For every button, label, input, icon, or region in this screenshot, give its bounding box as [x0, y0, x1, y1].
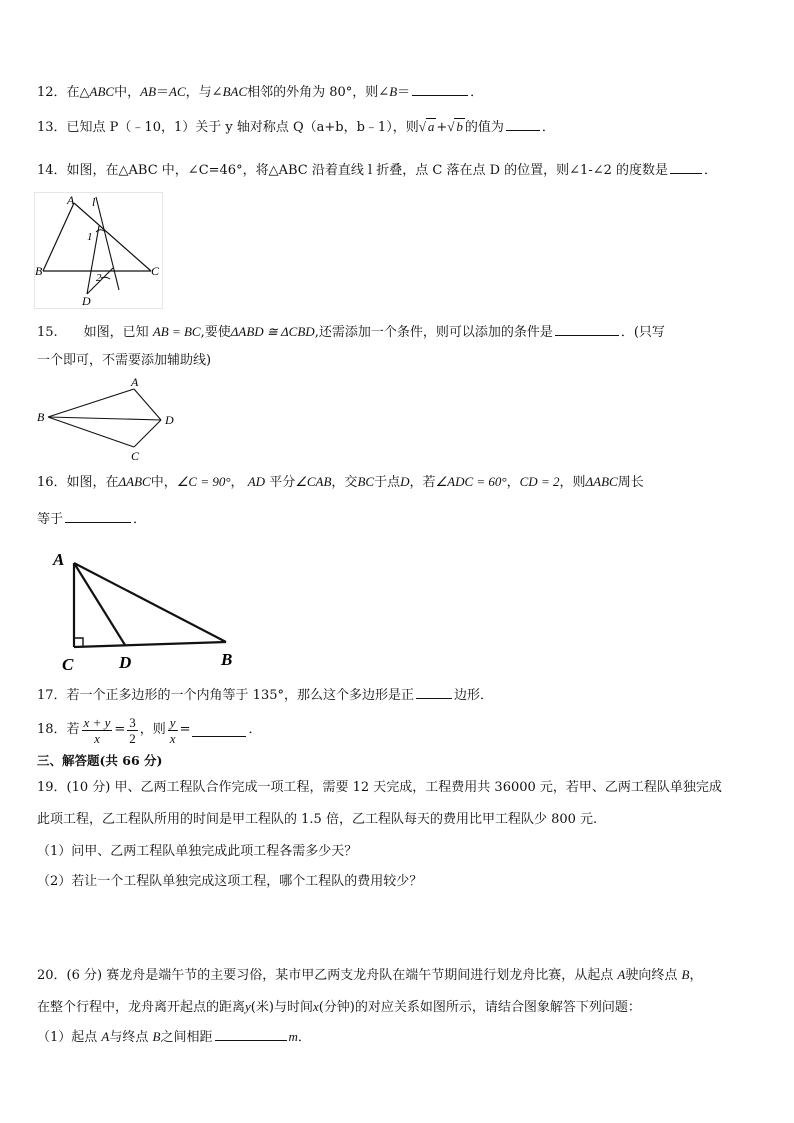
q15-text: 15. 如图，已知 — [37, 325, 149, 340]
question-13 — [37, 118, 555, 137]
answer-blank[interactable] — [506, 118, 540, 131]
q18-text-2: ，则 — [139, 722, 166, 737]
q16-text-2: 中， — [150, 475, 177, 490]
q12-eq1: ＝ — [156, 85, 170, 100]
q20-y: y — [245, 999, 251, 1014]
figure-border — [35, 193, 163, 309]
label-a: A — [131, 375, 139, 389]
q20-end: ． — [297, 1030, 311, 1045]
sqrt-b-radicand: b — [456, 119, 463, 134]
q17-text: 17．若一个正多边形的一个内角等于 135°，那么这个多边形是正 — [37, 688, 414, 703]
label-angle-1: 1 — [87, 231, 93, 243]
q16-d: D — [400, 474, 410, 489]
figure-15 — [34, 375, 184, 465]
q12-bac: BAC — [222, 84, 248, 99]
side-ab — [74, 563, 226, 642]
q16-text-8: ， — [506, 475, 520, 490]
question-16-line-2 — [37, 510, 146, 529]
question-20-part-1 — [37, 1028, 311, 1047]
q12-text-4: 相邻的外角为 80°，则∠ — [247, 85, 390, 100]
answer-blank[interactable] — [215, 1028, 287, 1041]
q13-text: 13．已知点 P（﹣10，1）关于 y 轴对称点 Q（a+b，b﹣1），则 — [37, 120, 419, 135]
q16-triangle-2: ΔABC — [585, 474, 618, 489]
q20-b2: B — [152, 1029, 161, 1044]
q13-end: ． — [541, 120, 555, 135]
side-bc — [48, 417, 134, 447]
q17-text-2: 边形． — [454, 688, 494, 703]
question-19-line-2 — [37, 811, 597, 829]
q19-text: 19．(10 分) 甲、乙两工程队合作完成一项工程，需要 12 天完成，工程费用共 36000 元，若甲、乙两工程队单独完成 — [37, 780, 722, 795]
q20-text-4: 在整个行程中，龙舟离开起点的距离 — [37, 1000, 246, 1015]
q18-eq: = — [114, 722, 126, 737]
answer-blank[interactable] — [192, 724, 246, 737]
q12-text-3: ，与∠ — [185, 85, 223, 100]
fraction-numerator: y — [169, 714, 176, 730]
answer-blank[interactable] — [416, 686, 452, 699]
question-12 — [37, 83, 483, 102]
q20-b: B — [681, 967, 690, 982]
q20-text-3: ， — [689, 968, 703, 983]
label-d: D — [119, 653, 132, 672]
label-c: C — [151, 264, 160, 278]
label-d: D — [165, 413, 174, 427]
q20-text-2: 驶向终点 — [625, 968, 678, 983]
q19-sub-1: （1）问甲、乙两工程队单独完成此项工程各需多少天？ — [37, 844, 358, 859]
q20-a: A — [617, 967, 626, 982]
q15-text-3: ,还需添加一个条件，则可以添加的条件是 — [314, 325, 553, 340]
fraction-y-over-x — [168, 715, 178, 746]
sqrt-symbol: √ — [447, 119, 455, 134]
label-b: B — [221, 650, 233, 669]
question-19 — [37, 779, 722, 797]
q12-b: B — [389, 84, 398, 99]
label-d: D — [82, 294, 91, 308]
fraction-denominator: x — [169, 730, 176, 746]
fraction-3-over-2 — [127, 715, 138, 746]
q12-text: 12．在△ — [37, 85, 90, 100]
label-a: A — [53, 550, 65, 569]
angle-1-arc — [96, 230, 104, 232]
q13-text-2: 的值为 — [464, 120, 504, 135]
q12-ac: AC — [169, 84, 186, 99]
sqrt-a — [419, 118, 437, 134]
q16-text-11: 等于 — [37, 512, 64, 527]
side-ad — [134, 389, 161, 420]
q16-text-5: ，交 — [331, 475, 358, 490]
fraction-denominator: x — [94, 730, 100, 746]
figure-16 — [48, 545, 248, 673]
label-l: l — [92, 195, 96, 209]
section-3-title: 三、解答题(共 66 分) — [37, 753, 163, 768]
q16-text-6: 于点 — [374, 475, 401, 490]
q16-text: 16．如图，在 — [37, 475, 119, 490]
q18-end: ． — [248, 722, 262, 737]
question-14 — [37, 161, 717, 180]
question-19-part-2 — [37, 873, 422, 891]
q15-condition: AB = BC — [152, 324, 201, 339]
q20-sub-1-2: 与终点 — [109, 1030, 149, 1045]
question-17 — [37, 686, 493, 705]
q16-angle-c: ∠C = 90° — [176, 474, 231, 489]
q20-x: x — [312, 999, 319, 1014]
fraction-numerator: 3 — [129, 714, 136, 730]
side-ab — [43, 203, 74, 271]
answer-blank[interactable] — [65, 510, 131, 523]
q16-text-10: 周长 — [617, 475, 644, 490]
side-bd — [48, 417, 161, 420]
label-c: C — [62, 655, 74, 673]
label-c: C — [131, 449, 140, 463]
question-19-part-1 — [37, 843, 357, 861]
question-15-line-2 — [37, 352, 211, 370]
q16-end: ． — [133, 512, 147, 527]
q12-end: ． — [470, 85, 484, 100]
question-15 — [37, 323, 665, 342]
q13-plus: + — [436, 120, 448, 135]
q12-ab: AB — [140, 84, 157, 99]
q16-text-4: 平分 — [269, 475, 296, 490]
q15-text-2: ,要使 — [200, 325, 231, 340]
label-b: B — [35, 264, 43, 278]
side-cb — [74, 642, 226, 647]
section-heading — [37, 752, 162, 770]
question-20 — [37, 966, 702, 985]
q14-end: ． — [704, 163, 718, 178]
q16-text-9: ，则 — [559, 475, 586, 490]
answer-blank[interactable] — [555, 323, 619, 336]
side-ac — [74, 203, 151, 271]
q15-text-5: 一个即可，不需要添加辅助线) — [37, 353, 212, 368]
question-20-line-2 — [37, 998, 641, 1017]
answer-blank[interactable] — [670, 161, 702, 174]
q18-text: 18．若 — [37, 722, 80, 737]
label-angle-2: 2 — [96, 272, 102, 284]
q15-text-4: ．(只写 — [620, 325, 665, 340]
q16-cab: ∠CAB — [295, 474, 332, 489]
q16-ad: AD — [247, 474, 266, 489]
q16-cd: CD = 2 — [519, 474, 560, 489]
question-16 — [37, 473, 644, 492]
label-a: A — [67, 193, 75, 207]
q19-text-2: 此项工程，乙工程队所用的时间是甲工程队的 1.5 倍，乙工程队每天的费用比甲工程队少 800 元. — [37, 812, 598, 827]
sqrt-symbol: √ — [418, 119, 426, 134]
q16-triangle: ΔABC — [118, 474, 151, 489]
q15-congruence: ΔABD ≅ ΔCBD — [230, 324, 315, 339]
q16-text-7: ，若 — [409, 475, 436, 490]
figure-14 — [34, 192, 164, 310]
q16-text-3: ， — [230, 475, 244, 490]
q12-eq2: ＝ — [397, 85, 411, 100]
sqrt-b — [447, 118, 465, 134]
fraction-numerator: x + y — [83, 714, 111, 730]
q20-sub-1-3: 之间相距 — [160, 1030, 213, 1045]
q12-text-2: 中， — [114, 85, 141, 100]
q20-unit-m: m — [288, 1029, 298, 1044]
q14-text: 14．如图，在△ABC 中，∠C=46°，将△ABC 沿着直线 l 折叠，点 C 落在点 D 的位置，则∠1-∠2 的度数是 — [37, 163, 669, 178]
fraction-denominator: 2 — [129, 730, 136, 746]
q18-eq2: = — [179, 722, 191, 737]
q20-text-5: (米)与时间 — [250, 1000, 313, 1015]
sqrt-a-radicand: a — [427, 119, 435, 134]
q12-abc: ABC — [89, 84, 115, 99]
q20-text-6: (分钟)的对应关系如图所示，请结合图象解答下列问题： — [318, 1000, 641, 1015]
side-ba — [48, 389, 134, 417]
side-cd — [134, 420, 161, 447]
question-18 — [37, 712, 261, 749]
q20-a2: A — [101, 1029, 110, 1044]
q16-bc: BC — [357, 474, 375, 489]
q16-adc: ∠ADC = 60° — [435, 474, 507, 489]
label-b: B — [37, 410, 45, 424]
fraction-x-plus-y-over-x — [82, 715, 113, 746]
q20-sub-1: （1）起点 — [37, 1030, 98, 1045]
q20-text: 20．(6 分) 赛龙舟是端午节的主要习俗，某市甲乙两支龙舟队在端午节期间进行划龙舟比赛，从起点 — [37, 968, 614, 983]
q19-sub-2: （2）若让一个工程队单独完成这项工程，哪个工程队的费用较少？ — [37, 874, 423, 889]
answer-blank[interactable] — [412, 83, 468, 96]
